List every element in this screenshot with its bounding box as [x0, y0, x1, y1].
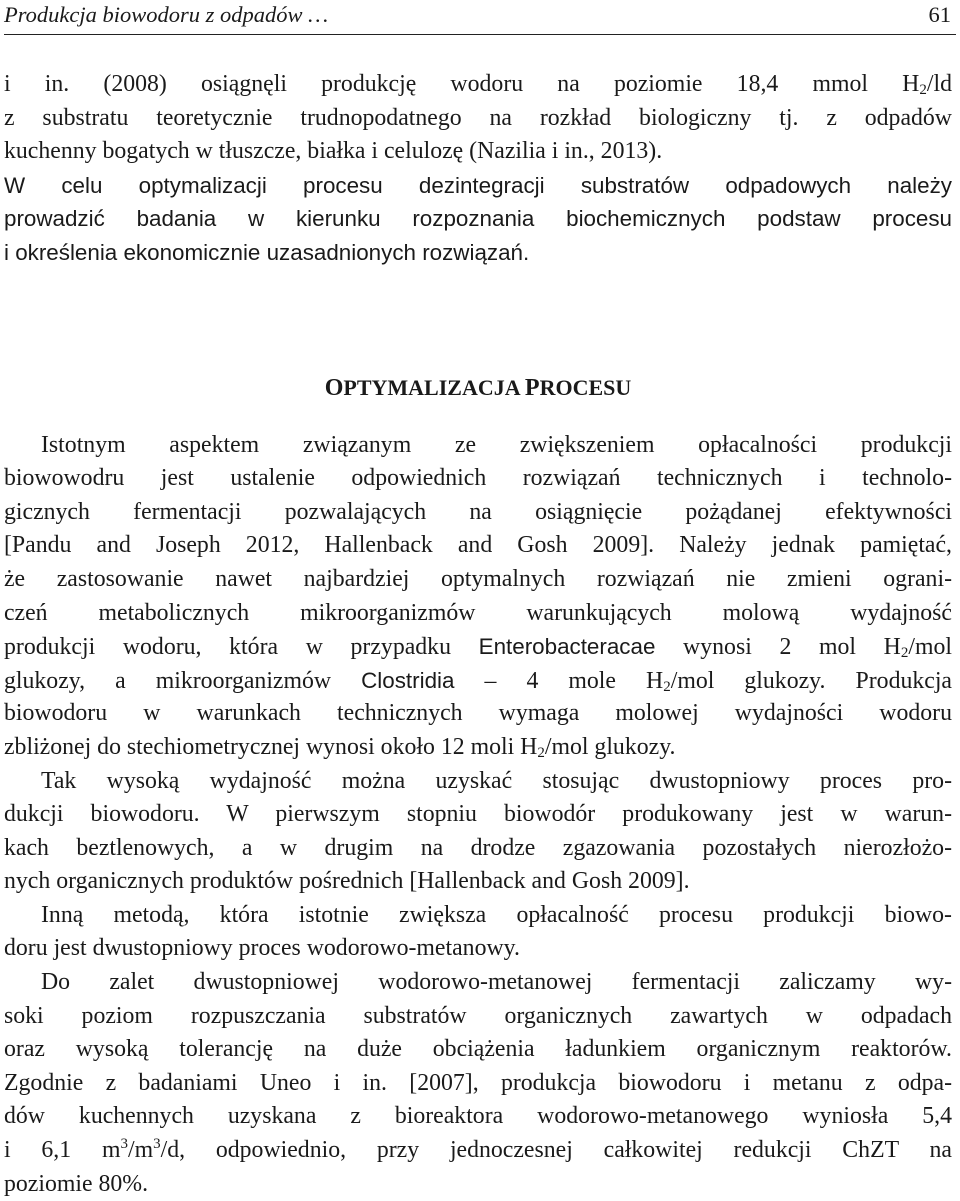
paragraph-2: [4, 429, 952, 765]
paragraph-4: [4, 899, 952, 966]
text-span: glukozy, a mikroorganizmów: [4, 667, 362, 694]
text-line: Tak wysoką wydajność można uzyskać stosując dwustopniowy proces pro-: [41, 767, 952, 794]
paragraph-1: [4, 68, 952, 270]
text-span: /d, odpowiednio, przy jednoczesnej całkowitej redukcji ChZT na: [160, 1137, 952, 1164]
section-heading: [4, 370, 952, 408]
text-line: nych organicznych produktów pośrednich [Hallenback and Gosh 2009].: [4, 868, 690, 895]
text-span: – 4 mole H: [454, 667, 664, 694]
text-line: poziomie 80%.: [4, 1170, 149, 1197]
heading-initial: O: [324, 374, 344, 401]
text-line: biowowodru jest ustalenie odpowiednich rozwiązań technicznych i technolo-: [4, 465, 952, 492]
subscript: 2: [537, 744, 545, 761]
text-line: [4, 630, 952, 664]
text-line: [4, 1134, 952, 1168]
text-line: doru jest dwustopniowy proces wodorowo-metanowy.: [4, 935, 520, 962]
subscript: 2: [919, 82, 927, 98]
text-line: Inną metodą, która istotnie zwiększa opłacalność procesu produkcji biowo-: [41, 901, 952, 928]
text-span: i in. (2008) osiągnęli produkcję wodoru na poziomie 18,4 mmol H: [4, 71, 920, 97]
text-line: oraz wysoką tolerancję na duże obciążenia ładunkiem organicznym reaktorów.: [4, 1036, 952, 1063]
text-line: W celu optymalizacji procesu dezintegracji substratów odpadowych należy: [4, 172, 952, 198]
page-body: [4, 68, 952, 1201]
text-line: dów kuchennych uzyskana z bioreaktora wodorowo-metanowego wyniosła 5,4: [4, 1103, 952, 1130]
text-span: /mol: [908, 634, 953, 661]
text-line: prowadzić badania w kierunku rozpoznania biochemicznych podstaw procesu: [4, 206, 952, 232]
text-line: Do zalet dwustopniowej wodorowo-metanowej fermentacji zaliczamy wy-: [41, 969, 952, 996]
taxon-name: Enterobacteracae: [478, 634, 656, 660]
text-span: i 6,1 m: [4, 1137, 121, 1164]
text-line: i określenia ekonomicznie uzasadnionych rozwiązań.: [4, 239, 530, 265]
text-line: że zastosowanie nawet najbardziej optymalnych rozwiązań nie zmieni ograni-: [4, 565, 952, 592]
text-line: z substratu teoretycznie trudnopodatnego na rozkład biologiczny tj. z odpadów: [4, 104, 952, 131]
subscript: 2: [663, 678, 671, 695]
paragraph-3: [4, 765, 952, 899]
text-span: /m: [127, 1137, 154, 1164]
text-line: Istotnym aspektem związanym ze zwiększeniem opłacalności produkcji: [41, 431, 952, 458]
heading-initial: P: [524, 374, 540, 401]
text-line: dukcji biowodoru. W pierwszym stopniu biowodór produkowany jest w warun-: [4, 801, 952, 828]
text-line: gicznych fermentacji pozwalających na osiągnięcie pożądanej efektywności: [4, 498, 952, 525]
text-line: soki poziom rozpuszczania substratów organicznych zawartych w odpadach: [4, 1002, 952, 1029]
text-line: biowodoru w warunkach technicznych wymaga molowej wydajności wodoru: [4, 700, 952, 727]
text-line: kach beztlenowych, a w drugim na drodze zgazowania pozostałych nierozłożo-: [4, 834, 952, 861]
text-line: czeń metabolicznych mikroorganizmów warunkujących molową wydajność: [4, 599, 952, 626]
text-span: wynosi 2 mol H: [655, 634, 901, 661]
text-span: /mol glukozy.: [544, 733, 676, 760]
text-line: [4, 68, 952, 102]
text-line: [4, 664, 952, 698]
running-title: Produkcja biowodoru z odpadów …: [4, 2, 329, 27]
text-span: produkcji wodoru, która w przypadku: [4, 634, 479, 661]
text-span: zbliżonej do stechiometrycznej wynosi około 12 moli H: [4, 733, 538, 760]
heading-text: PTYMALIZACJA: [343, 374, 525, 400]
running-header: [4, 0, 956, 35]
superscript: 3: [120, 1136, 128, 1153]
text-line: [Pandu and Joseph 2012, Hallenback and Gosh 2009]. Należy jednak pamiętać,: [4, 532, 952, 559]
paragraph-5: [4, 966, 952, 1201]
text-line: Zgodnie z badaniami Uneo i in. [2007], produkcja biowodoru i metanu z odpa-: [4, 1069, 952, 1096]
heading-text: ROCESU: [539, 374, 632, 400]
text-line: kuchenny bogatych w tłuszcze, białka i celulozę (Nazilia i in., 2013).: [4, 138, 663, 165]
text-line: [4, 731, 952, 765]
subscript: 2: [900, 645, 909, 662]
text-span: /ld: [926, 71, 952, 97]
superscript: 3: [153, 1136, 161, 1153]
taxon-name: Clostridia: [361, 667, 455, 693]
text-span: /mol glukozy. Produkcja: [670, 667, 952, 694]
page-number: 61: [928, 2, 951, 27]
